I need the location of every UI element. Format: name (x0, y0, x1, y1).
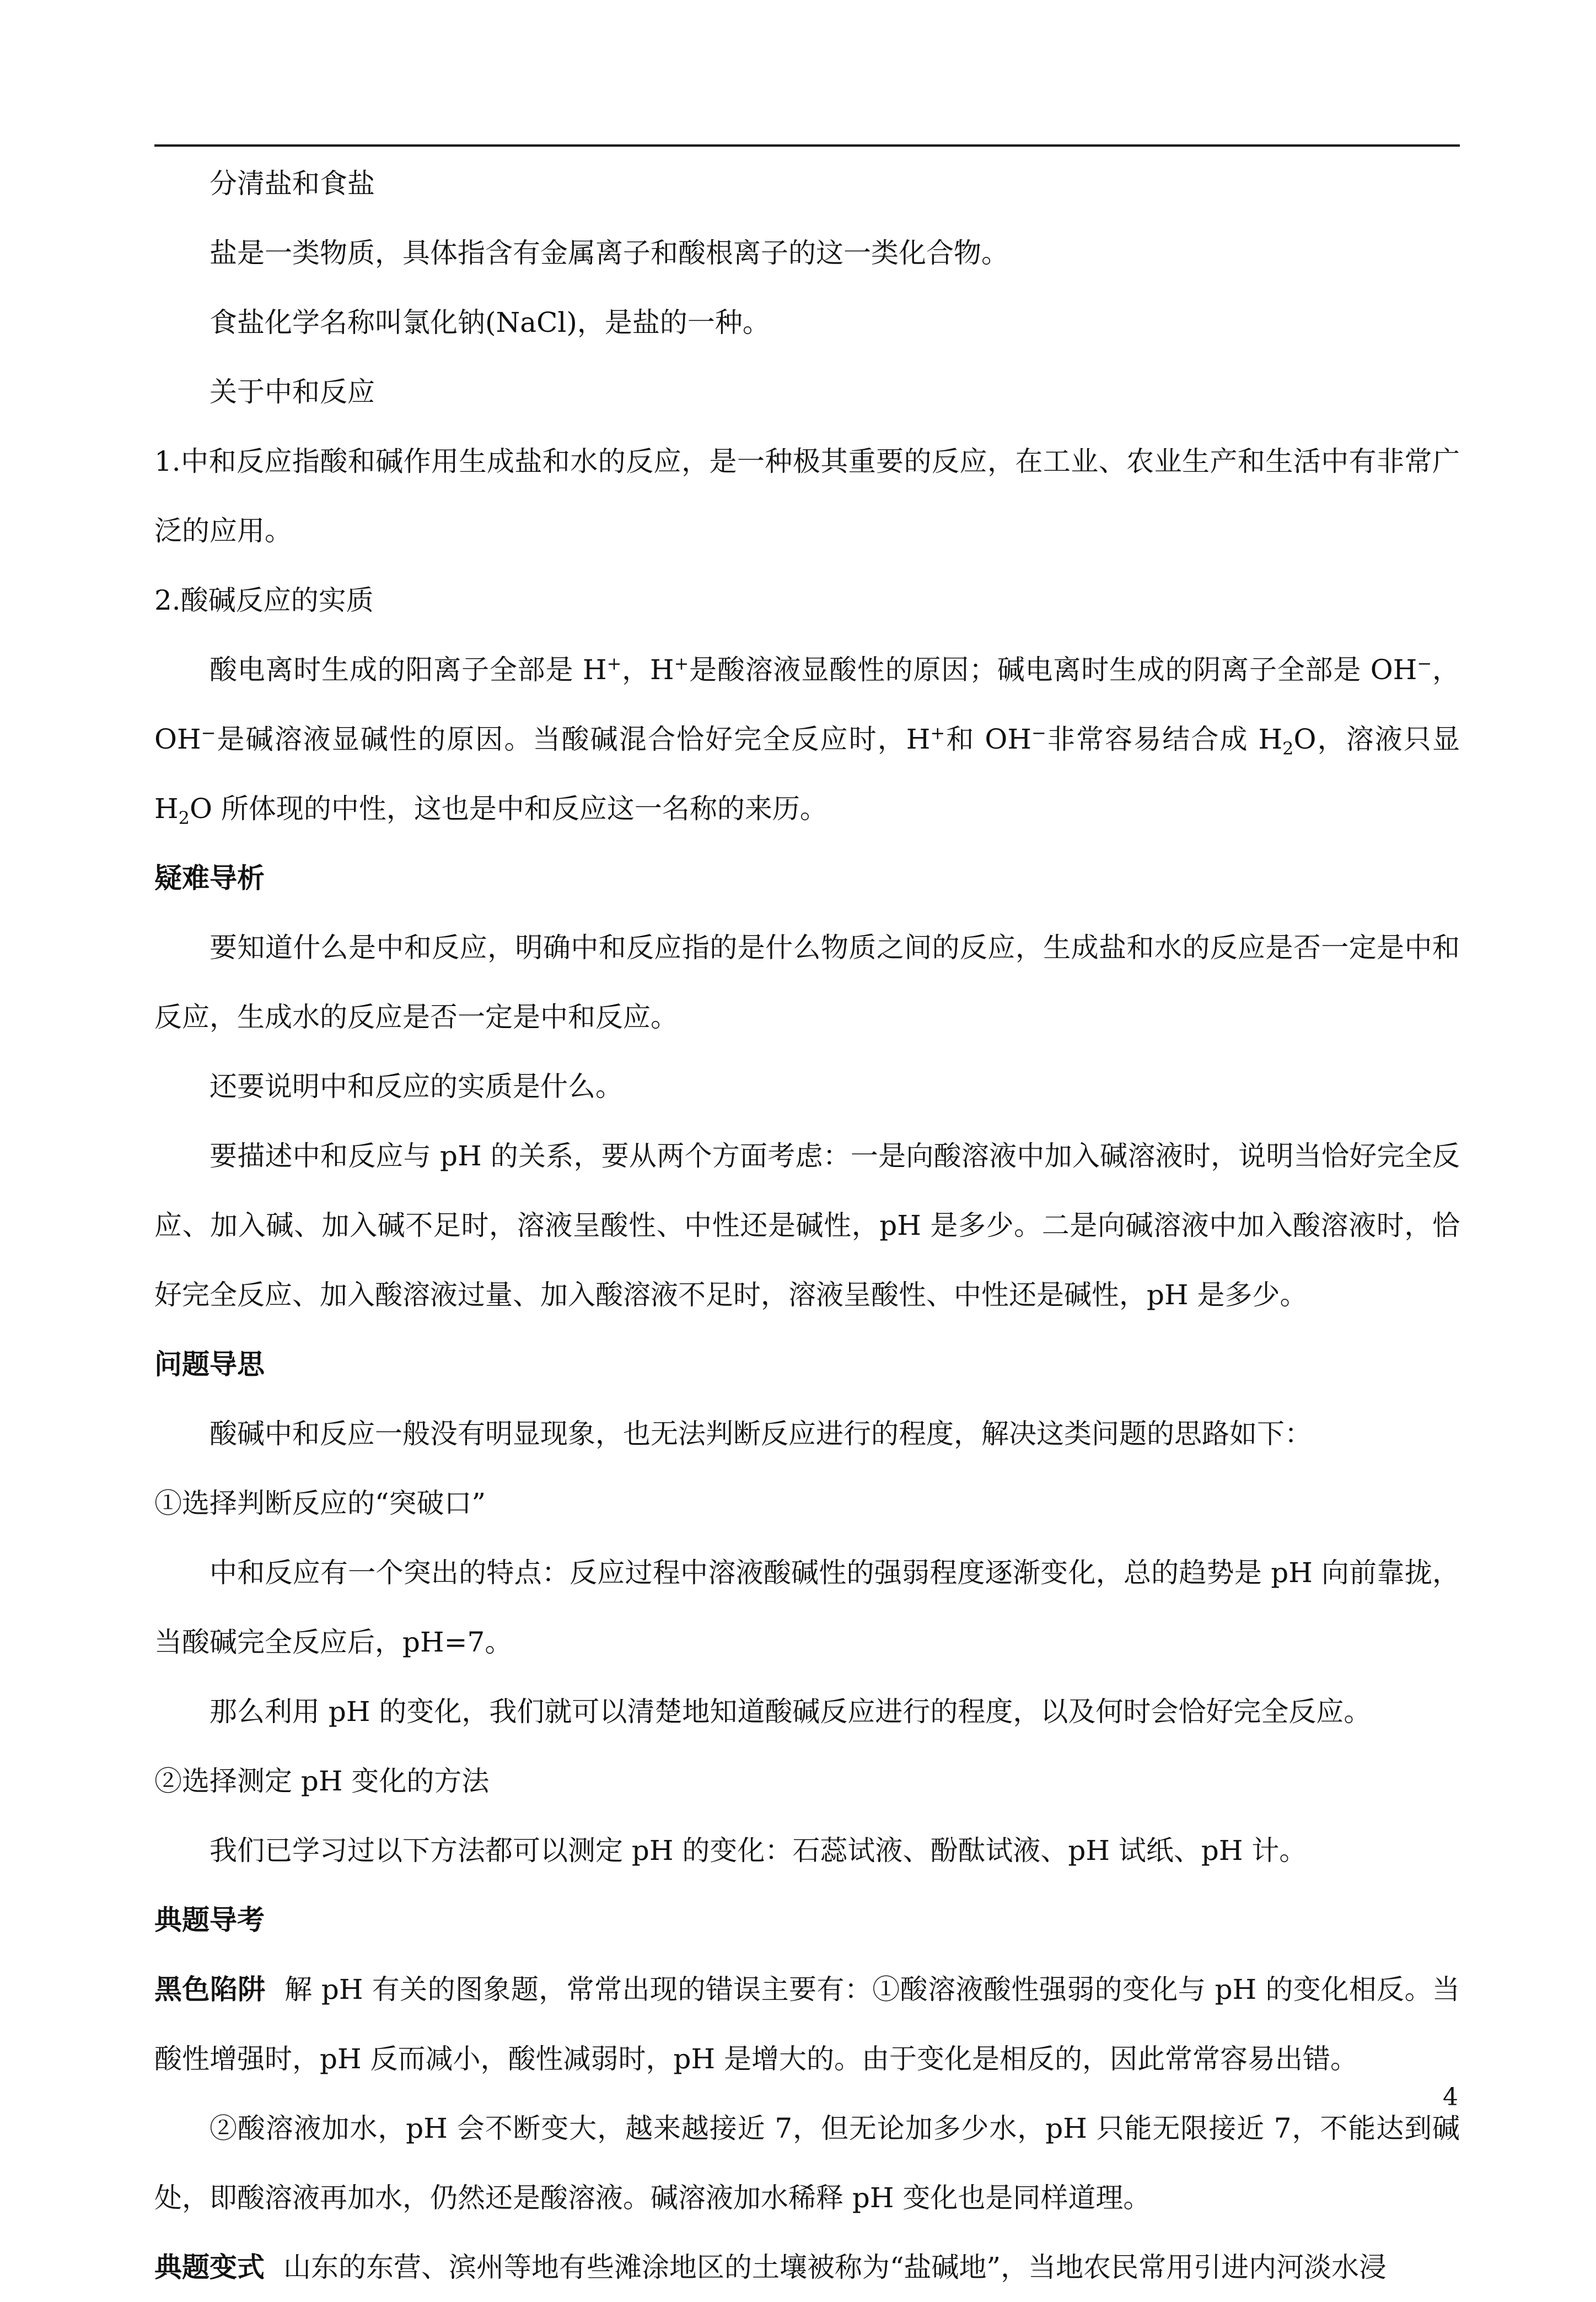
variant-question-label: 典题变式 (154, 2251, 265, 2283)
paragraph-measure-tools: 我们已学习过以下方法都可以测定 pH 的变化：石蕊试液、酚酞试液、pH 试纸、pH 计。 (209, 1835, 1307, 1867)
page-number: 4 (1443, 2083, 1458, 2111)
paragraph-what-is-neutralization: 要知道什么是中和反应，明确中和反应指的是什么物质之间的反应，生成盐和水的反应是否一定是中和反应，生成水的反应是否一定是中和反应。 (154, 932, 1460, 1033)
document-body (154, 149, 1460, 2302)
paragraph-breakthrough-point: ①选择判断反应的“突破口” (154, 1487, 486, 1519)
paragraph-ph-relationship: 要描述中和反应与 pH 的关系，要从两个方面考虑：一是向酸溶液中加入碱溶液时，说明当恰好完全反应、加入碱、加入碱不足时，溶液呈酸性、中性还是碱性，pH 是多少。二是向碱溶液中加入酸溶液时，恰好完全反应、加入酸溶液过量、加入酸溶液不足时，溶液呈酸性、中性还是碱性，pH 是多少。 (154, 1140, 1460, 1311)
paragraph-salt-vs-table-salt: 分清盐和食盐 (209, 168, 375, 200)
paragraph-explain-essence: 还要说明中和反应的实质是什么。 (209, 1071, 623, 1102)
paragraph-essence-body: 酸电离时生成的阳离子全部是 H+，H+是酸溶液显酸性的原因；碱电离时生成的阴离子全部是 OH−，OH−是碱溶液显碱性的原因。当酸碱混合恰好完全反应时，H+和 OH−非常容易结合成 $H_2O$，溶液只显 $H_2O$ 所体现的中性，这也是中和反应这一名称的来历。 (154, 653, 1460, 829)
paragraph-no-obvious-phenomenon: 酸碱中和反应一般没有明显现象，也无法判断反应进行的程度，解决这类问题的思路如下： (209, 1418, 1312, 1450)
header-rule (154, 144, 1460, 147)
black-trap-label: 黑色陷阱 (154, 1973, 266, 2005)
paragraph-use-ph-change: 那么利用 pH 的变化，我们就可以清楚地知道酸碱反应进行的程度，以及何时会恰好完全反应。 (209, 1696, 1372, 1728)
paragraph-salt-definition: 盐是一类物质，具体指含有金属离子和酸根离子的这一类化合物。 (209, 237, 1009, 269)
paragraph-feature: 中和反应有一个突出的特点：反应过程中溶液酸碱性的强弱程度逐渐变化，总的趋势是 pH 向前靠拢，当酸碱完全反应后，pH=7。 (154, 1557, 1460, 1658)
paragraph-table-salt: 食盐化学名称叫氯化钠(NaCl)，是盐的一种。 (209, 306, 770, 338)
section-heading-typical-questions: 典题导考 (154, 1903, 265, 1936)
paragraph-about-neutralization: 关于中和反应 (209, 376, 375, 408)
section-heading-problem-thinking: 问题导思 (154, 1348, 265, 1380)
paragraph-variant-question: 典题变式 山东的东营、滨州等地有些滩涂地区的土壤被称为“盐碱地”，当地农民常用引进内河淡水浸 (154, 2251, 1387, 2283)
paragraph-neutralization-definition: 1.中和反应指酸和碱作用生成盐和水的反应，是一种极其重要的反应，在工业、农业生产和生活中有非常广泛的应用。 (154, 445, 1460, 547)
section-heading-difficulty-analysis: 疑难导析 (154, 862, 265, 894)
paragraph-acid-dilution: ②酸溶液加水，pH 会不断变大，越来越接近 7，但无论加多少水，pH 只能无限接近 7，不能达到碱处，即酸溶液再加水，仍然还是酸溶液。碱溶液加水稀释 pH 变化也是同样道理。 (154, 2112, 1460, 2214)
paragraph-essence-title: 2.酸碱反应的实质 (154, 584, 374, 616)
paragraph-measure-method: ②选择测定 pH 变化的方法 (154, 1765, 490, 1797)
paragraph-black-trap: 黑色陷阱 解 pH 有关的图象题，常常出现的错误主要有：①酸溶液酸性强弱的变化与 pH 的变化相反。当酸性增强时，pH 反而减小，酸性减弱时，pH 是增大的。由于变化是相反的，因此常常容易出错。 (154, 1973, 1460, 2075)
